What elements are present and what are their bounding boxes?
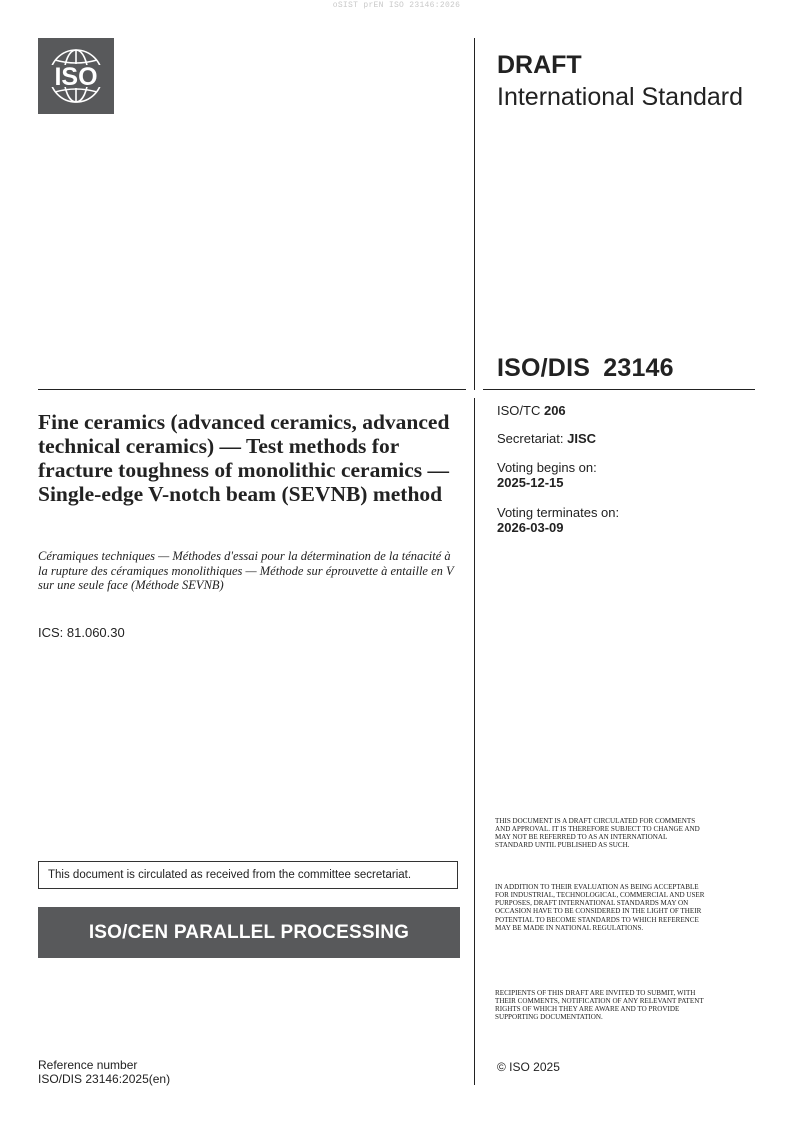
horizontal-divider-left [38,389,466,390]
logo-text: ISO [54,63,98,91]
reference-label: Reference number [38,1058,138,1072]
document-type: International Standard [497,83,744,111]
disclaimer-paragraph: RECIPIENTS OF THIS DRAFT ARE INVITED TO SUBMIT, WITH THEIR COMMENTS, NOTIFICATION OF ANY RELEVANT PATENT RIGHTS OF WHICH THEY ARE AWARE AND TO PROVIDE SUPPORTING DOCUMENTATION. [495,989,704,1022]
secretariat [497,431,596,446]
voting-begins-value: 2025-12-15 [497,475,564,490]
watermark: oSIST prEN ISO 23146:2026 [332,1,461,10]
voting-terminates-value: 2026-03-09 [497,520,564,535]
disclaimer-paragraph: IN ADDITION TO THEIR EVALUATION AS BEING ACCEPTABLE FOR INDUSTRIAL, TECHNOLOGICAL, COMMERCIAL AND USER PURPOSES, DRAFT INTERNATIONAL STANDARDS MAY ON OCCASION HAVE TO BE CONSIDERED IN THE LIGHT OF THEIR POTENTIAL TO BECOME STANDARDS TO WHICH REFERENCE MAY BE MADE IN NATIONAL REGULATIONS. [495,883,705,932]
reference-value: ISO/DIS 23146:2025(en) [38,1072,171,1086]
voting-terminates [497,505,619,535]
french-title: Céramiques techniques — Méthodes d'essai pour la détermination de la ténacité à la rupture des céramiques monolithiques — Méthode sur éprouvette à entaille en V sur une seule face (Méthode SEVNB) [38,549,454,593]
reference-number [38,1058,170,1086]
parallel-processing-banner: ISO/CEN PARALLEL PROCESSING [38,907,460,958]
copyright: © ISO 2025 [497,1060,560,1074]
iso-logo-icon [38,38,114,114]
tc-value: 206 [543,403,566,418]
document-title: Fine ceramics (advanced ceramics, advanced technical ceramics) — Test methods for fracture toughness of monolithic ceramics — Single-edge V-notch beam (SEVNB) method [38,410,450,506]
disclaimer-paragraph: THIS DOCUMENT IS A DRAFT CIRCULATED FOR COMMENTS AND APPROVAL. IT IS THEREFORE SUBJECT TO CHANGE AND MAY NOT BE REFERRED TO AS AN INTERNATIONAL STANDARD UNTIL PUBLISHED AS SUCH. [495,817,700,850]
ics-code: ICS: 81.060.30 [38,625,125,640]
circulation-notice: This document is circulated as received from the committee secretariat. [38,861,458,889]
vertical-divider-bottom [474,398,475,1085]
secretariat-value: JISC [567,431,597,446]
draft-label: DRAFT [497,51,582,79]
document-number: ISO/DIS 23146 [497,354,674,382]
voting-begins [497,460,597,490]
horizontal-divider-right [483,389,755,390]
voting-begins-label: Voting begins on: [497,460,597,475]
secretariat-label: Secretariat: [497,431,564,446]
vertical-divider-top [474,38,475,390]
technical-committee [497,403,566,418]
voting-terminates-label: Voting terminates on: [497,505,620,520]
tc-label: ISO/TC [497,403,541,418]
